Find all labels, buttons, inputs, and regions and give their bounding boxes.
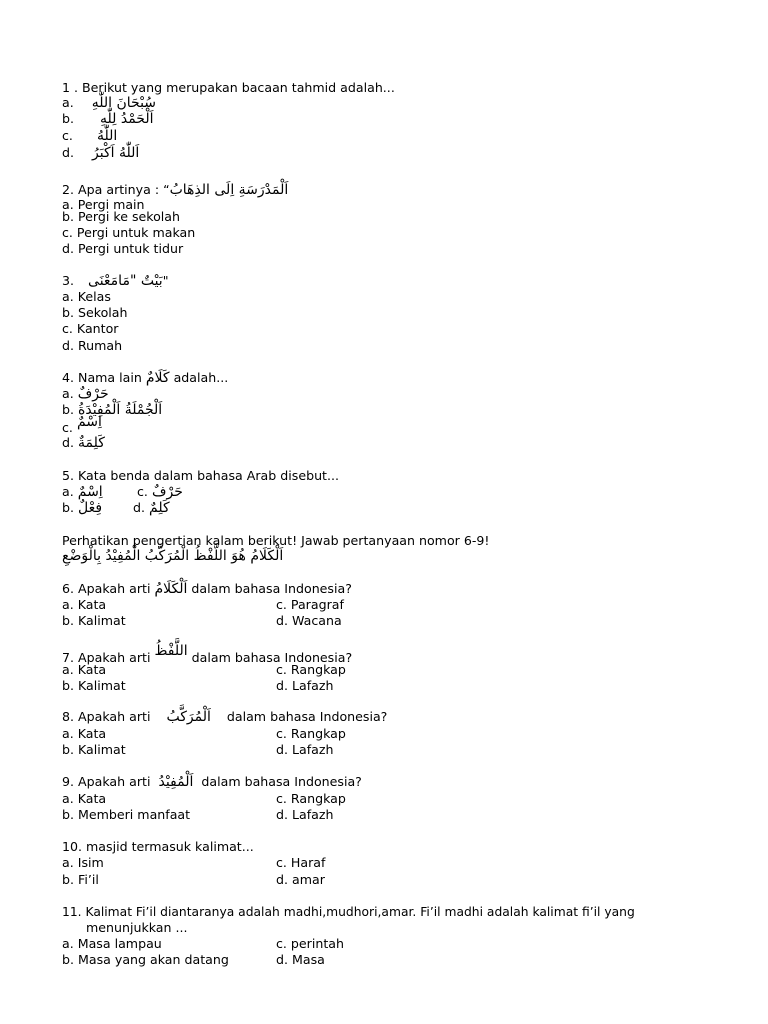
q4-suffix: adalah... bbox=[173, 370, 229, 385]
q4-text bbox=[62, 370, 228, 386]
q4-option-c bbox=[62, 414, 102, 436]
arabic-text: اِسْمٌ bbox=[76, 414, 102, 430]
q10-text: 10. masjid termasuk kalimat... bbox=[62, 839, 254, 854]
arabic-text: كَلَامٌ bbox=[145, 370, 170, 386]
q9-option-c: c. Rangkap bbox=[276, 791, 346, 806]
option-letter: d. bbox=[62, 435, 74, 450]
q9-option-a: a. Kata bbox=[62, 791, 107, 806]
q7-option-c: c. Rangkap bbox=[276, 662, 346, 677]
q3-text bbox=[62, 273, 169, 289]
arabic-text: اَلْمَدْرَسَةِ اِلَى الذِهَابُ bbox=[169, 182, 289, 198]
q6-option-a: a. Kata bbox=[62, 597, 107, 612]
q3-suffix: " bbox=[162, 273, 169, 288]
q8-prefix: 8. Apakah arti bbox=[62, 709, 151, 724]
q2-text bbox=[62, 182, 288, 198]
q8-option-c: c. Rangkap bbox=[276, 726, 346, 741]
q10-option-a: a. Isim bbox=[62, 855, 104, 870]
q3-option-c: c. Kantor bbox=[62, 321, 119, 336]
arabic-text: اللّٰهُ bbox=[96, 128, 118, 144]
kalam-definition bbox=[62, 548, 283, 564]
kalam-intro: Perhatikan pengertian kalam berikut! Jawab pertanyaan nomor 6-9! bbox=[62, 533, 490, 548]
arabic-text: حَرْفٌ bbox=[151, 484, 183, 500]
option-letter: d. bbox=[133, 500, 145, 515]
q10-option-d: d. amar bbox=[276, 872, 325, 887]
q5-option-d bbox=[133, 500, 170, 516]
q1-option-c bbox=[62, 128, 117, 144]
arabic-text: حَرْفٌ bbox=[77, 386, 109, 402]
q11-option-a: a. Masa lampau bbox=[62, 936, 162, 951]
q11-text-cont: menunjukkan ... bbox=[86, 920, 188, 935]
q5-option-a bbox=[62, 484, 103, 500]
q6-option-b: b. Kalimat bbox=[62, 613, 126, 628]
q1-option-d bbox=[62, 145, 139, 161]
q3-prefix: 3. bbox=[62, 273, 75, 288]
q7-option-a: a. Kata bbox=[62, 662, 107, 677]
arabic-text: اِسْمٌ bbox=[77, 484, 103, 500]
q7-option-b: b. Kalimat bbox=[62, 678, 126, 693]
arabic-text: اَلْجُمْلَةُ اَلْمُفِيْدَةُ bbox=[78, 402, 163, 418]
q11-option-d: d. Masa bbox=[276, 952, 325, 967]
q3-option-b: b. Sekolah bbox=[62, 305, 128, 320]
q10-option-c: c. Haraf bbox=[276, 855, 326, 870]
option-letter: c. bbox=[137, 484, 148, 499]
arabic-text: اَلْمُرَكَّبُ bbox=[166, 709, 211, 725]
arabic-text: اَلْكَلَامُ هُوَ اللَّفْظُ الْمُرَكَّبُ الْمُفِيْدُ بِالْوَضْعِ bbox=[62, 548, 284, 564]
arabic-text: اَللّٰهُ اَكْبَرُ bbox=[92, 145, 140, 161]
q5-option-b bbox=[62, 500, 102, 516]
q7-suffix: dalam bahasa Indonesia? bbox=[191, 650, 353, 665]
q9-option-d: d. Lafazh bbox=[276, 807, 334, 822]
arabic-text: اَلْمُفِيْدُ bbox=[158, 774, 194, 790]
q8-suffix: dalam bahasa Indonesia? bbox=[226, 709, 388, 724]
arabic-text: بَيْتٌ "مَامَعْنَى bbox=[88, 273, 163, 289]
q1-option-a bbox=[62, 95, 156, 111]
q2-option-a: a. Pergi main bbox=[62, 197, 145, 212]
q2-option-c: c. Pergi untuk makan bbox=[62, 225, 196, 240]
q11-option-c: c. perintah bbox=[276, 936, 344, 951]
option-letter: c. bbox=[62, 420, 73, 435]
arabic-text: فِعْلٌ bbox=[78, 500, 103, 516]
q10-option-b: b. Fi’il bbox=[62, 872, 99, 887]
q5-option-c bbox=[137, 484, 183, 500]
q11-text: 11. Kalimat Fi’il diantaranya adalah madhi,mudhori,amar. Fi’il madhi adalah kalimat fi’il yang bbox=[62, 905, 635, 919]
q7-option-d: d. Lafazh bbox=[276, 678, 334, 693]
q6-prefix: 6. Apakah arti bbox=[62, 581, 151, 596]
arabic-text: اَلْكَلَامُ bbox=[154, 581, 188, 597]
q8-option-a: a. Kata bbox=[62, 726, 107, 741]
q9-text bbox=[62, 774, 362, 790]
q6-text bbox=[62, 581, 352, 597]
q3-option-a: a. Kelas bbox=[62, 289, 111, 304]
q5-text: 5. Kata benda dalam bahasa Arab disebut... bbox=[62, 468, 339, 483]
q9-prefix: 9. Apakah arti bbox=[62, 774, 151, 789]
q1-text: 1 . Berikut yang merupakan bacaan tahmid adalah... bbox=[62, 80, 395, 95]
q2-prefix: 2. Apa artinya : “ bbox=[62, 182, 170, 197]
arabic-text: سُبْحَانَ اللّٰهِ bbox=[91, 95, 157, 111]
q4-option-a bbox=[62, 386, 109, 402]
q8-option-d: d. Lafazh bbox=[276, 742, 334, 757]
q4-option-d bbox=[62, 435, 105, 451]
q3-option-d: d. Rumah bbox=[62, 338, 123, 353]
arabic-text: اللَّفْظُ bbox=[154, 643, 188, 659]
q2-option-d: d. Pergi untuk tidur bbox=[62, 241, 184, 256]
arabic-text: اَلْحَمْدُ لِلّٰهِ bbox=[100, 111, 154, 127]
q7-prefix: 7. Apakah arti bbox=[62, 650, 151, 665]
q8-text bbox=[62, 709, 387, 725]
q11-option-b: b. Masa yang akan datang bbox=[62, 952, 229, 967]
arabic-text: كَلِمٌ bbox=[149, 500, 170, 516]
option-letter: a. bbox=[62, 386, 74, 401]
q6-suffix: dalam bahasa Indonesia? bbox=[191, 581, 352, 596]
option-letter: a. bbox=[62, 95, 74, 110]
option-letter: a. bbox=[62, 484, 74, 499]
option-letter: b. bbox=[62, 111, 74, 126]
arabic-text: كَلِمَةٌ bbox=[78, 435, 105, 451]
q9-option-b: b. Memberi manfaat bbox=[62, 807, 191, 822]
q6-option-d: d. Wacana bbox=[276, 613, 342, 628]
option-letter: d. bbox=[62, 145, 74, 160]
q4-prefix: 4. Nama lain bbox=[62, 370, 142, 385]
q2-option-b: b. Pergi ke sekolah bbox=[62, 209, 180, 224]
option-letter: c. bbox=[62, 128, 73, 143]
option-letter: b. bbox=[62, 500, 74, 515]
option-letter: b. bbox=[62, 402, 74, 417]
q6-option-c: c. Paragraf bbox=[276, 597, 344, 612]
q9-suffix: dalam bahasa Indonesia? bbox=[201, 774, 362, 789]
q1-option-b bbox=[62, 111, 154, 127]
q8-option-b: b. Kalimat bbox=[62, 742, 126, 757]
